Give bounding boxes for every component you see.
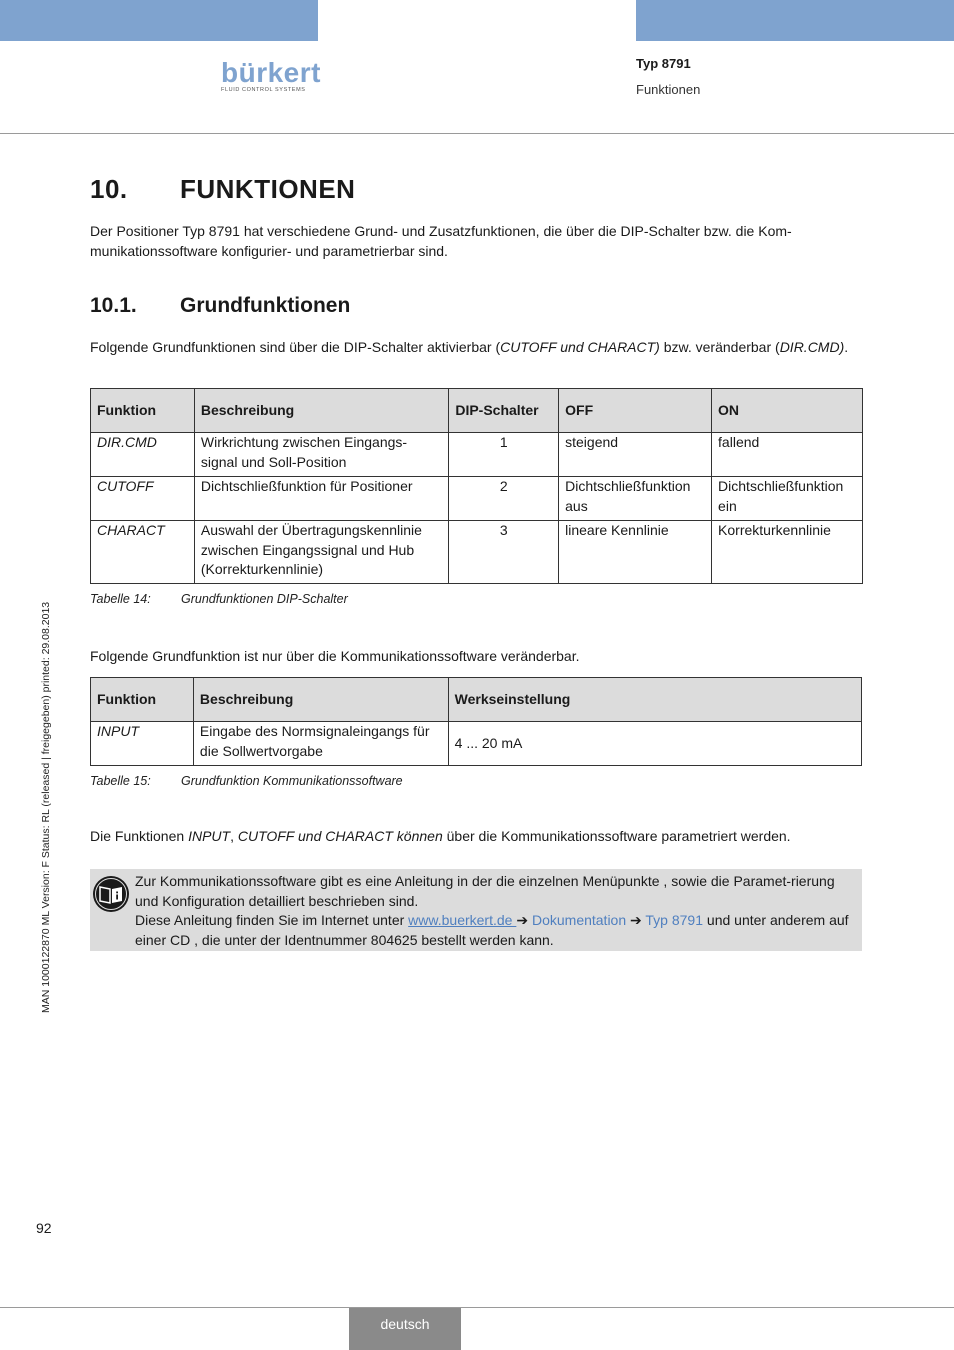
dip-switch-table bbox=[90, 388, 863, 584]
header-doc-type: Typ 8791 bbox=[636, 56, 691, 71]
table-cell: 4 ... 20 mA bbox=[448, 722, 861, 766]
table-cell: CHARACT bbox=[91, 521, 195, 584]
table-cell: steigend bbox=[559, 433, 712, 477]
table-cell: 2 bbox=[449, 477, 559, 521]
manual-info-icon bbox=[92, 875, 130, 913]
table-cell: 1 bbox=[449, 433, 559, 477]
header-band-right bbox=[636, 0, 954, 41]
header-section: Funktionen bbox=[636, 82, 701, 97]
software-function-table bbox=[90, 677, 862, 766]
table-header-cell: Beschreibung bbox=[193, 678, 448, 722]
parametrization-paragraph: Die Funktionen INPUT, CUTOFF und CHARACT können über die Kommunikationssoftware parametriert werden. bbox=[90, 828, 791, 844]
table-cell: CUTOFF bbox=[91, 477, 195, 521]
table-row bbox=[91, 433, 863, 477]
chapter-heading: 10. FUNKTIONEN bbox=[90, 174, 356, 204]
arrow-right-icon: ➔ bbox=[516, 912, 529, 928]
table-cell: Korrekturkennlinie bbox=[712, 521, 863, 584]
table-cell: Eingabe des Normsignaleingangs für die Sollwertvorgabe bbox=[193, 722, 448, 766]
table-cell: Dichtschließfunktion für Positioner bbox=[194, 477, 448, 521]
page-number: 92 bbox=[36, 1220, 52, 1236]
side-print-note: MAN 1000122870 ML Version: F Status: RL (released | freigegeben) printed: 29.08.2013 bbox=[40, 601, 52, 1013]
table-header-row bbox=[91, 678, 862, 722]
intro-paragraph: Der Positioner Typ 8791 hat verschiedene Grund- und Zusatzfunktionen, die über die DIP-Schalter bzw. die Kom-munikationssoftware konfigurier- und parametrierbar sind. bbox=[90, 223, 792, 259]
table-cell: lineare Kennlinie bbox=[559, 521, 712, 584]
language-tab: deutsch bbox=[349, 1308, 461, 1350]
footer-divider bbox=[0, 1307, 954, 1308]
section-heading: 10.1. Grundfunktionen bbox=[90, 294, 351, 317]
buerkert-logo: bürkert FLUID CONTROL SYSTEMS bbox=[221, 57, 321, 93]
table-header-cell: DIP-Schalter bbox=[449, 389, 559, 433]
table-header-cell: ON bbox=[712, 389, 863, 433]
table-header-cell: Funktion bbox=[91, 678, 194, 722]
table-header-cell: OFF bbox=[559, 389, 712, 433]
table-header-row bbox=[91, 389, 863, 433]
table-cell: Wirkrichtung zwischen Eingangs-signal und Soll-Position bbox=[194, 433, 448, 477]
table-cell: INPUT bbox=[91, 722, 194, 766]
link-buerkert[interactable]: www.buerkert.de bbox=[408, 912, 517, 928]
table-header-cell: Werkseinstellung bbox=[448, 678, 861, 722]
dip-intro-paragraph: Folgende Grundfunktionen sind über die DIP-Schalter aktivierbar (CUTOFF und CHARACT) bzw. veränderbar (DIR.CMD). bbox=[90, 339, 849, 355]
info-text: Zur Kommunikationssoftware gibt es eine Anleitung in der die einzelnen Menüpunkte , sowie die Paramet-rierung und Konfiguration detailliert beschrieben sind. Diese Anleitung finden Sie im Internet unter www.buerkert.de ➔ Dokumentation ➔ Typ 8791 und unter anderem auf einer CD , die unter der Identnummer 804625 bestellt werden kann. bbox=[135, 873, 849, 948]
table-caption: Tabelle 14: Grundfunktionen DIP-Schalter bbox=[90, 592, 348, 606]
link-typ-8791[interactable]: Typ 8791 bbox=[645, 912, 704, 928]
header-divider bbox=[0, 133, 954, 134]
table-cell: Dichtschließfunktion ein bbox=[712, 477, 863, 521]
table-caption: Tabelle 15: Grundfunktion Kommunikationssoftware bbox=[90, 774, 403, 788]
table-cell: 3 bbox=[449, 521, 559, 584]
table-header-cell: Beschreibung bbox=[194, 389, 448, 433]
table-row bbox=[91, 722, 862, 766]
table-cell: Auswahl der Übertragungskennlinie zwischen Eingangssignal und Hub (Korrekturkennlinie) bbox=[194, 521, 448, 584]
arrow-right-icon: ➔ bbox=[630, 912, 642, 928]
info-note bbox=[90, 869, 862, 951]
link-dokumentation[interactable]: Dokumentation bbox=[531, 912, 627, 928]
header-band-left bbox=[0, 0, 318, 41]
table-header-cell: Funktion bbox=[91, 389, 195, 433]
software-intro-paragraph: Folgende Grundfunktion ist nur über die Kommunikationssoftware veränderbar. bbox=[90, 648, 580, 664]
table-cell: fallend bbox=[712, 433, 863, 477]
table-row bbox=[91, 477, 863, 521]
table-cell: Dichtschließfunktion aus bbox=[559, 477, 712, 521]
table-row bbox=[91, 521, 863, 584]
table-cell: DIR.CMD bbox=[91, 433, 195, 477]
